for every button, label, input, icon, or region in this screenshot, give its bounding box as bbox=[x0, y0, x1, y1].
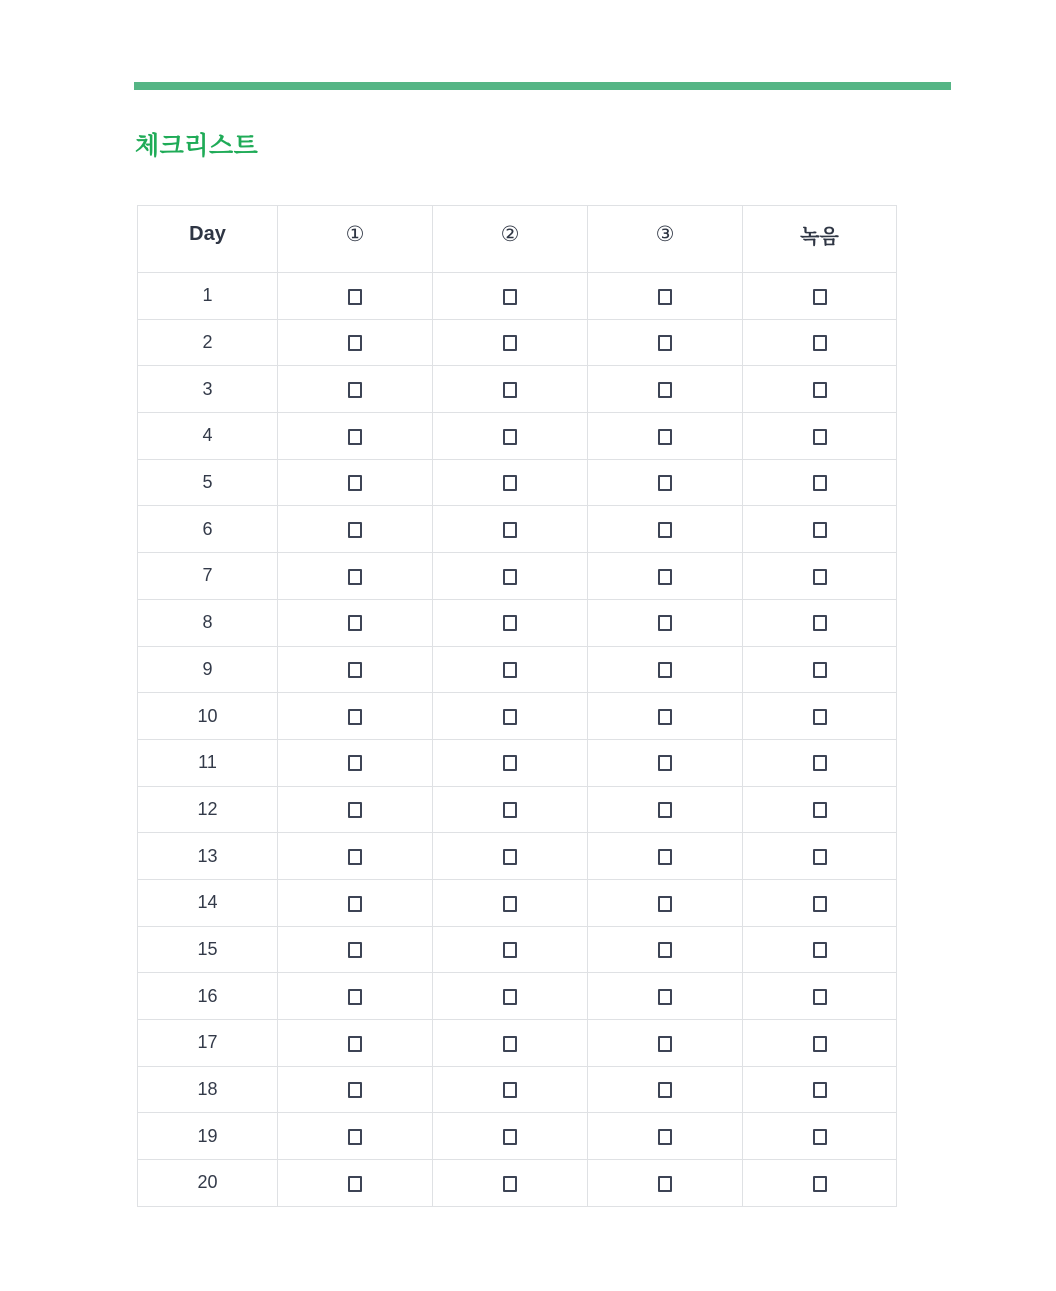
checkbox-cell bbox=[743, 926, 897, 973]
day-number: 12 bbox=[138, 786, 278, 833]
checkbox-cell bbox=[433, 786, 588, 833]
checkbox-cell bbox=[588, 739, 743, 786]
checkbox-cell bbox=[588, 319, 743, 366]
checkbox-cell bbox=[588, 1066, 743, 1113]
checkbox-cell bbox=[588, 693, 743, 740]
checkbox-cell bbox=[743, 833, 897, 880]
checkbox-unchecked-icon bbox=[813, 755, 827, 771]
checkbox-cell bbox=[743, 553, 897, 600]
checkbox-cell bbox=[588, 786, 743, 833]
checkbox-cell bbox=[278, 553, 433, 600]
checkbox-unchecked-icon bbox=[348, 849, 362, 865]
table-row bbox=[138, 459, 897, 506]
day-number: 16 bbox=[138, 973, 278, 1020]
checkbox-unchecked-icon bbox=[348, 429, 362, 445]
checkbox-cell bbox=[278, 1160, 433, 1207]
checkbox-cell bbox=[278, 1020, 433, 1067]
checkbox-unchecked-icon bbox=[503, 989, 517, 1005]
checkbox-cell bbox=[743, 273, 897, 320]
checkbox-unchecked-icon bbox=[813, 1129, 827, 1145]
checkbox-unchecked-icon bbox=[503, 802, 517, 818]
checkbox-cell bbox=[433, 366, 588, 413]
checkbox-unchecked-icon bbox=[813, 615, 827, 631]
checkbox-cell bbox=[588, 1160, 743, 1207]
table-row bbox=[138, 1113, 897, 1160]
checkbox-cell bbox=[433, 693, 588, 740]
checkbox-cell bbox=[588, 1113, 743, 1160]
checkbox-unchecked-icon bbox=[503, 522, 517, 538]
checkbox-cell bbox=[433, 1113, 588, 1160]
checkbox-cell bbox=[588, 553, 743, 600]
table-row bbox=[138, 646, 897, 693]
checkbox-unchecked-icon bbox=[658, 896, 672, 912]
checkbox-unchecked-icon bbox=[348, 755, 362, 771]
checkbox-unchecked-icon bbox=[503, 755, 517, 771]
checkbox-unchecked-icon bbox=[813, 709, 827, 725]
checkbox-unchecked-icon bbox=[348, 942, 362, 958]
checkbox-unchecked-icon bbox=[348, 662, 362, 678]
checkbox-cell bbox=[743, 973, 897, 1020]
table-row bbox=[138, 413, 897, 460]
checkbox-cell bbox=[588, 646, 743, 693]
checkbox-unchecked-icon bbox=[813, 475, 827, 491]
checkbox-unchecked-icon bbox=[658, 522, 672, 538]
day-number: 11 bbox=[138, 739, 278, 786]
checkbox-unchecked-icon bbox=[813, 382, 827, 398]
checkbox-cell bbox=[433, 599, 588, 646]
checkbox-cell bbox=[743, 599, 897, 646]
checkbox-unchecked-icon bbox=[658, 942, 672, 958]
day-number: 20 bbox=[138, 1160, 278, 1207]
checkbox-unchecked-icon bbox=[503, 1176, 517, 1192]
checkbox-cell bbox=[433, 506, 588, 553]
checkbox-unchecked-icon bbox=[813, 802, 827, 818]
checkbox-cell bbox=[278, 459, 433, 506]
day-number: 1 bbox=[138, 273, 278, 320]
checkbox-cell bbox=[743, 319, 897, 366]
checkbox-cell bbox=[433, 273, 588, 320]
checklist-header bbox=[138, 206, 897, 273]
checkbox-unchecked-icon bbox=[658, 382, 672, 398]
checkbox-unchecked-icon bbox=[348, 289, 362, 305]
checkbox-unchecked-icon bbox=[658, 1129, 672, 1145]
table-row bbox=[138, 833, 897, 880]
day-number: 15 bbox=[138, 926, 278, 973]
checkbox-unchecked-icon bbox=[813, 849, 827, 865]
checkbox-unchecked-icon bbox=[503, 335, 517, 351]
day-number: 6 bbox=[138, 506, 278, 553]
checkbox-cell bbox=[278, 366, 433, 413]
checkbox-cell bbox=[433, 459, 588, 506]
checkbox-unchecked-icon bbox=[348, 335, 362, 351]
checkbox-unchecked-icon bbox=[503, 475, 517, 491]
checklist-body bbox=[138, 273, 897, 1207]
table-row bbox=[138, 1066, 897, 1113]
top-accent-bar bbox=[134, 82, 951, 90]
checkbox-cell bbox=[588, 459, 743, 506]
checkbox-unchecked-icon bbox=[658, 662, 672, 678]
checkbox-unchecked-icon bbox=[813, 289, 827, 305]
checkbox-unchecked-icon bbox=[658, 802, 672, 818]
checkbox-unchecked-icon bbox=[503, 709, 517, 725]
checkbox-unchecked-icon bbox=[503, 849, 517, 865]
checkbox-cell bbox=[588, 599, 743, 646]
table-row bbox=[138, 786, 897, 833]
table-row bbox=[138, 319, 897, 366]
checkbox-unchecked-icon bbox=[658, 755, 672, 771]
checkbox-unchecked-icon bbox=[658, 289, 672, 305]
checkbox-cell bbox=[433, 553, 588, 600]
checkbox-unchecked-icon bbox=[348, 522, 362, 538]
table-row bbox=[138, 273, 897, 320]
checkbox-unchecked-icon bbox=[503, 429, 517, 445]
checkbox-unchecked-icon bbox=[658, 1036, 672, 1052]
table-row bbox=[138, 973, 897, 1020]
day-number: 4 bbox=[138, 413, 278, 460]
day-number: 7 bbox=[138, 553, 278, 600]
table-row bbox=[138, 739, 897, 786]
checkbox-unchecked-icon bbox=[658, 1176, 672, 1192]
table-row bbox=[138, 599, 897, 646]
day-number: 2 bbox=[138, 319, 278, 366]
checkbox-cell bbox=[588, 879, 743, 926]
checkbox-unchecked-icon bbox=[348, 1129, 362, 1145]
day-number: 19 bbox=[138, 1113, 278, 1160]
column-header-step2: ② bbox=[433, 206, 588, 273]
checkbox-cell bbox=[588, 1020, 743, 1067]
checkbox-unchecked-icon bbox=[503, 382, 517, 398]
checkbox-unchecked-icon bbox=[348, 475, 362, 491]
checkbox-cell bbox=[433, 319, 588, 366]
checklist-table bbox=[137, 205, 897, 1207]
checkbox-unchecked-icon bbox=[503, 942, 517, 958]
checkbox-cell bbox=[588, 413, 743, 460]
checkbox-cell bbox=[588, 273, 743, 320]
checkbox-unchecked-icon bbox=[348, 382, 362, 398]
checkbox-unchecked-icon bbox=[658, 335, 672, 351]
checkbox-unchecked-icon bbox=[503, 289, 517, 305]
checkbox-unchecked-icon bbox=[503, 1129, 517, 1145]
checkbox-unchecked-icon bbox=[503, 662, 517, 678]
day-number: 8 bbox=[138, 599, 278, 646]
column-header-recording: 녹음 bbox=[743, 206, 897, 273]
checkbox-unchecked-icon bbox=[503, 615, 517, 631]
checkbox-cell bbox=[278, 1066, 433, 1113]
day-number: 10 bbox=[138, 693, 278, 740]
checkbox-unchecked-icon bbox=[503, 569, 517, 585]
column-header-day: Day bbox=[138, 206, 278, 273]
checkbox-unchecked-icon bbox=[348, 1176, 362, 1192]
checkbox-cell bbox=[743, 1113, 897, 1160]
checkbox-unchecked-icon bbox=[348, 989, 362, 1005]
checkbox-unchecked-icon bbox=[813, 1082, 827, 1098]
checkbox-unchecked-icon bbox=[813, 662, 827, 678]
checkbox-cell bbox=[433, 1160, 588, 1207]
checkbox-unchecked-icon bbox=[658, 989, 672, 1005]
checkbox-cell bbox=[278, 1113, 433, 1160]
checkbox-unchecked-icon bbox=[503, 896, 517, 912]
page-title: 체크리스트 bbox=[135, 132, 259, 160]
checkbox-cell bbox=[743, 1160, 897, 1207]
checkbox-cell bbox=[433, 739, 588, 786]
day-number: 5 bbox=[138, 459, 278, 506]
checkbox-unchecked-icon bbox=[348, 709, 362, 725]
checkbox-cell bbox=[433, 833, 588, 880]
day-number: 14 bbox=[138, 879, 278, 926]
checkbox-cell bbox=[588, 833, 743, 880]
checkbox-cell bbox=[278, 506, 433, 553]
checkbox-unchecked-icon bbox=[503, 1082, 517, 1098]
checkbox-cell bbox=[278, 833, 433, 880]
checkbox-unchecked-icon bbox=[348, 615, 362, 631]
checkbox-unchecked-icon bbox=[813, 896, 827, 912]
checkbox-cell bbox=[743, 1020, 897, 1067]
checkbox-unchecked-icon bbox=[348, 896, 362, 912]
table-row bbox=[138, 926, 897, 973]
checkbox-unchecked-icon bbox=[813, 335, 827, 351]
checkbox-unchecked-icon bbox=[658, 615, 672, 631]
checkbox-cell bbox=[278, 273, 433, 320]
checkbox-unchecked-icon bbox=[658, 709, 672, 725]
checkbox-cell bbox=[278, 879, 433, 926]
checkbox-unchecked-icon bbox=[348, 569, 362, 585]
checkbox-cell bbox=[278, 599, 433, 646]
checkbox-unchecked-icon bbox=[813, 1036, 827, 1052]
checkbox-cell bbox=[433, 879, 588, 926]
checkbox-unchecked-icon bbox=[658, 475, 672, 491]
day-number: 13 bbox=[138, 833, 278, 880]
day-number: 9 bbox=[138, 646, 278, 693]
checkbox-cell bbox=[743, 1066, 897, 1113]
checkbox-cell bbox=[278, 646, 433, 693]
checkbox-cell bbox=[743, 459, 897, 506]
checkbox-cell bbox=[743, 739, 897, 786]
checkbox-cell bbox=[278, 786, 433, 833]
day-number: 3 bbox=[138, 366, 278, 413]
column-header-step1: ① bbox=[278, 206, 433, 273]
column-header-step3: ③ bbox=[588, 206, 743, 273]
checkbox-cell bbox=[743, 413, 897, 460]
table-row bbox=[138, 366, 897, 413]
checkbox-unchecked-icon bbox=[813, 1176, 827, 1192]
checkbox-cell bbox=[588, 973, 743, 1020]
table-row bbox=[138, 1020, 897, 1067]
checkbox-cell bbox=[588, 366, 743, 413]
table-row bbox=[138, 879, 897, 926]
checkbox-unchecked-icon bbox=[813, 942, 827, 958]
day-number: 18 bbox=[138, 1066, 278, 1113]
checkbox-cell bbox=[743, 366, 897, 413]
checkbox-cell bbox=[433, 646, 588, 693]
checkbox-cell bbox=[588, 926, 743, 973]
checkbox-unchecked-icon bbox=[813, 522, 827, 538]
checkbox-unchecked-icon bbox=[813, 989, 827, 1005]
checkbox-cell bbox=[278, 413, 433, 460]
checkbox-cell bbox=[278, 319, 433, 366]
checkbox-unchecked-icon bbox=[503, 1036, 517, 1052]
checkbox-unchecked-icon bbox=[658, 569, 672, 585]
checkbox-cell bbox=[278, 973, 433, 1020]
checkbox-unchecked-icon bbox=[348, 802, 362, 818]
day-number: 17 bbox=[138, 1020, 278, 1067]
checkbox-unchecked-icon bbox=[658, 1082, 672, 1098]
checkbox-unchecked-icon bbox=[813, 429, 827, 445]
checkbox-cell bbox=[743, 879, 897, 926]
checkbox-cell bbox=[433, 1020, 588, 1067]
checkbox-cell bbox=[433, 1066, 588, 1113]
checkbox-cell bbox=[743, 693, 897, 740]
table-row bbox=[138, 693, 897, 740]
checkbox-cell bbox=[433, 926, 588, 973]
checkbox-cell bbox=[433, 973, 588, 1020]
table-row bbox=[138, 553, 897, 600]
checkbox-cell bbox=[278, 693, 433, 740]
checkbox-cell bbox=[278, 739, 433, 786]
checkbox-unchecked-icon bbox=[813, 569, 827, 585]
checkbox-unchecked-icon bbox=[348, 1082, 362, 1098]
checkbox-cell bbox=[743, 646, 897, 693]
header-row bbox=[138, 206, 897, 273]
checkbox-cell bbox=[278, 926, 433, 973]
checkbox-cell bbox=[743, 506, 897, 553]
table-row bbox=[138, 506, 897, 553]
checkbox-cell bbox=[433, 413, 588, 460]
checkbox-cell bbox=[588, 506, 743, 553]
checkbox-cell bbox=[743, 786, 897, 833]
checkbox-unchecked-icon bbox=[348, 1036, 362, 1052]
checkbox-unchecked-icon bbox=[658, 849, 672, 865]
checkbox-unchecked-icon bbox=[658, 429, 672, 445]
table-row bbox=[138, 1160, 897, 1207]
